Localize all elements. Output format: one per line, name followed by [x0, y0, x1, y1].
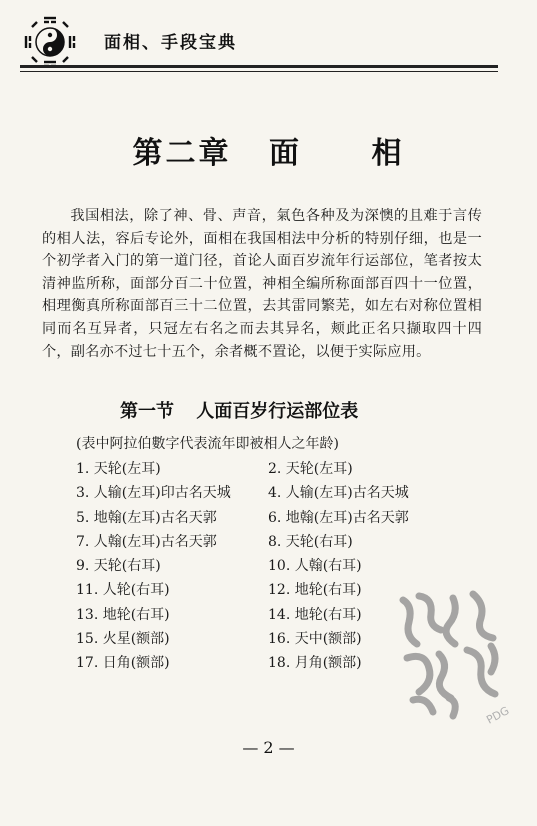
list-item: 9. 天轮(右耳)	[76, 558, 161, 575]
yin-yang-bagua-icon	[22, 14, 78, 70]
list-item: 14. 地轮(右耳)	[268, 606, 362, 623]
list-item: 6. 地翰(左耳)古名天郭	[268, 509, 409, 526]
chapter-title-first-char: 面	[269, 136, 302, 171]
list-item: 4. 人输(左耳)古名天城	[268, 485, 409, 502]
list-row	[76, 458, 476, 482]
body-paragraph: 我国相法，除了神、骨、声音，氣色各种及为深懊的且难于言传的相人法，容后专论外，面相在我国相法中分析的特别仔细，也是一个初学者入门的第一道门径，首论人面百岁流年行运部位，笔者按太清神监所称，面部分百二十位置，神相全编所称面部百四十一位置，相理衡真所称面部百三十二位置，去其雷同繁芜，如左右对称位置相同而名互异者，只冠左右名之而去其异名，颊此正名只撷取四十四个，副名亦不过七十五个，余者概不置论，以便于实际应用。	[42, 208, 482, 360]
header-rule-thick	[20, 65, 498, 68]
watermark-text: PDG	[484, 704, 512, 727]
table-note: (表中阿拉伯數字代表流年即被相人之年龄)	[76, 436, 339, 452]
section-title	[120, 397, 358, 423]
list-item: 8. 天轮(右耳)	[268, 533, 353, 550]
page-number: — 2 —	[242, 738, 295, 757]
list-item: 12. 地轮(右耳)	[268, 582, 362, 599]
list-item: 3. 人输(左耳)印古名天城	[76, 485, 231, 502]
list-row	[76, 482, 476, 506]
list-item: 15. 火星(额部)	[76, 631, 170, 648]
chapter-title	[0, 128, 537, 172]
chapter-title-second-char: 相	[371, 136, 405, 171]
list-item: 13. 地轮(右耳)	[76, 606, 170, 623]
header-title: 面相、手段宝典	[104, 33, 237, 53]
list-row	[76, 531, 476, 555]
section-number: 第一节	[120, 401, 174, 422]
header-rule-thin	[20, 71, 498, 72]
list-item: 18. 月角(额部)	[268, 655, 362, 672]
list-item: 5. 地翰(左耳)古名天郭	[76, 509, 217, 526]
running-header	[20, 14, 500, 76]
seal-stamp	[393, 588, 513, 728]
section-heading: 人面百岁行运部位表	[196, 401, 359, 422]
list-item: 16. 天中(额部)	[268, 631, 362, 648]
list-item: 10. 人翰(右耳)	[268, 558, 362, 575]
list-item: 2. 天轮(左耳)	[268, 461, 353, 477]
list-item: 17. 日角(额部)	[76, 655, 170, 672]
chapter-number: 第二章	[132, 136, 232, 171]
list-item: 7. 人翰(左耳)古名天郭	[76, 533, 217, 550]
list-row	[76, 507, 476, 531]
list-row	[76, 555, 476, 579]
list-item: 1. 天轮(左耳)	[76, 461, 161, 477]
list-item: 11. 人轮(右耳)	[76, 582, 170, 599]
